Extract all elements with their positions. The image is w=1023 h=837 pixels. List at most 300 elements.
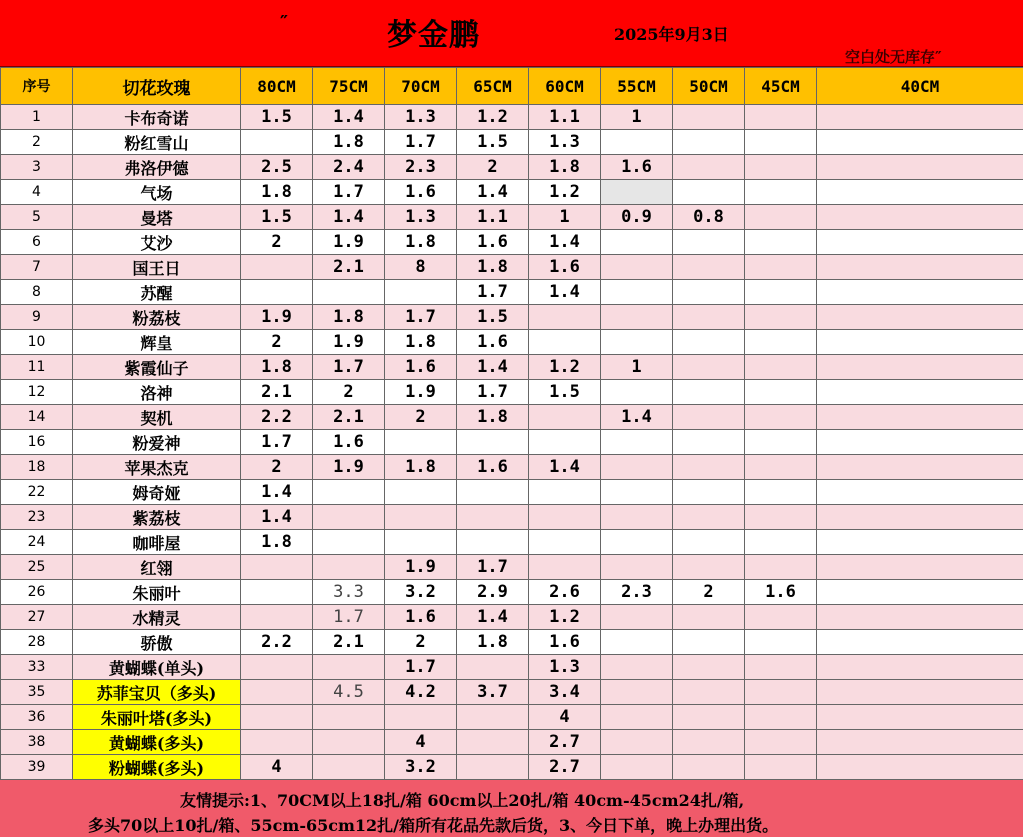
price-cell[interactable]: 1.6 [601, 155, 673, 180]
row-variety-name[interactable]: 苹果杰克 [73, 455, 241, 480]
price-cell[interactable] [673, 655, 745, 680]
price-cell[interactable]: 0.9 [601, 205, 673, 230]
price-cell[interactable] [601, 230, 673, 255]
price-cell[interactable] [745, 255, 817, 280]
row-seq[interactable]: 5 [1, 205, 73, 230]
price-cell[interactable] [673, 605, 745, 630]
col-header-70cm[interactable]: 70CM [385, 68, 457, 105]
price-cell[interactable] [673, 505, 745, 530]
price-cell[interactable]: 1.8 [241, 355, 313, 380]
col-header-40cm[interactable]: 40CM [817, 68, 1023, 105]
row-seq[interactable]: 25 [1, 555, 73, 580]
price-cell[interactable]: 1.4 [241, 480, 313, 505]
price-cell[interactable] [817, 205, 1023, 230]
price-cell[interactable]: 1.7 [313, 180, 385, 205]
price-cell[interactable]: 1.8 [457, 255, 529, 280]
price-cell[interactable] [601, 505, 673, 530]
price-cell[interactable]: 1.8 [457, 630, 529, 655]
price-cell[interactable] [745, 755, 817, 780]
price-cell[interactable] [745, 205, 817, 230]
row-seq[interactable]: 16 [1, 430, 73, 455]
price-cell[interactable]: 1.7 [385, 305, 457, 330]
price-cell[interactable]: 1.7 [385, 655, 457, 680]
price-cell[interactable]: 1.4 [457, 355, 529, 380]
price-cell[interactable]: 1.4 [241, 505, 313, 530]
price-cell[interactable] [745, 105, 817, 130]
price-cell[interactable] [817, 630, 1023, 655]
price-cell[interactable]: 1.6 [529, 255, 601, 280]
price-cell[interactable] [817, 580, 1023, 605]
price-cell[interactable] [817, 180, 1023, 205]
price-cell[interactable] [817, 130, 1023, 155]
price-cell[interactable]: 1.8 [385, 230, 457, 255]
price-cell[interactable] [745, 680, 817, 705]
price-cell[interactable] [673, 730, 745, 755]
price-cell[interactable] [601, 630, 673, 655]
price-cell[interactable] [817, 155, 1023, 180]
price-cell[interactable] [673, 430, 745, 455]
row-seq[interactable]: 35 [1, 680, 73, 705]
price-cell[interactable]: 1.6 [745, 580, 817, 605]
price-cell[interactable] [673, 530, 745, 555]
price-cell[interactable]: 3.3 [313, 580, 385, 605]
price-cell[interactable]: 2.7 [529, 755, 601, 780]
price-cell[interactable] [673, 705, 745, 730]
price-cell[interactable] [673, 355, 745, 380]
price-cell[interactable]: 1.8 [241, 180, 313, 205]
price-cell[interactable] [745, 380, 817, 405]
price-cell[interactable] [313, 280, 385, 305]
col-header-60cm[interactable]: 60CM [529, 68, 601, 105]
price-cell[interactable] [745, 230, 817, 255]
price-cell[interactable] [745, 130, 817, 155]
price-cell[interactable] [673, 755, 745, 780]
price-cell[interactable]: 1.4 [313, 105, 385, 130]
price-cell[interactable] [817, 605, 1023, 630]
price-cell[interactable] [241, 130, 313, 155]
price-cell[interactable] [529, 530, 601, 555]
price-cell[interactable]: 1.6 [457, 230, 529, 255]
row-seq[interactable]: 11 [1, 355, 73, 380]
price-cell[interactable] [241, 730, 313, 755]
price-cell[interactable]: 3.2 [385, 755, 457, 780]
price-cell[interactable]: 4 [385, 730, 457, 755]
price-cell[interactable]: 2.9 [457, 580, 529, 605]
col-header-45cm[interactable]: 45CM [745, 68, 817, 105]
row-variety-name[interactable]: 紫荔枝 [73, 505, 241, 530]
price-cell[interactable]: 2.3 [385, 155, 457, 180]
price-cell[interactable] [817, 655, 1023, 680]
price-cell[interactable] [745, 730, 817, 755]
row-seq[interactable]: 38 [1, 730, 73, 755]
price-cell[interactable] [673, 255, 745, 280]
price-cell[interactable] [601, 180, 673, 205]
price-cell[interactable]: 1.8 [313, 305, 385, 330]
price-cell[interactable] [457, 430, 529, 455]
price-cell[interactable] [529, 430, 601, 455]
price-cell[interactable] [817, 680, 1023, 705]
row-seq[interactable]: 2 [1, 130, 73, 155]
price-cell[interactable] [529, 330, 601, 355]
price-cell[interactable] [385, 530, 457, 555]
price-cell[interactable] [241, 580, 313, 605]
col-header-65cm[interactable]: 65CM [457, 68, 529, 105]
price-cell[interactable]: 1.7 [241, 430, 313, 455]
price-cell[interactable] [601, 680, 673, 705]
price-cell[interactable]: 1.3 [529, 655, 601, 680]
price-cell[interactable] [745, 430, 817, 455]
price-cell[interactable] [817, 405, 1023, 430]
price-cell[interactable]: 1.7 [313, 605, 385, 630]
col-header-seq[interactable]: 序号 [1, 68, 73, 105]
price-cell[interactable] [817, 105, 1023, 130]
row-variety-name[interactable]: 水精灵 [73, 605, 241, 630]
price-cell[interactable] [817, 380, 1023, 405]
price-cell[interactable] [745, 155, 817, 180]
price-cell[interactable] [817, 255, 1023, 280]
price-cell[interactable] [241, 280, 313, 305]
row-seq[interactable]: 18 [1, 455, 73, 480]
price-cell[interactable] [673, 405, 745, 430]
row-variety-name[interactable]: 国王日 [73, 255, 241, 280]
price-cell[interactable] [241, 255, 313, 280]
price-cell[interactable] [817, 530, 1023, 555]
price-cell[interactable] [673, 280, 745, 305]
price-cell[interactable] [313, 705, 385, 730]
col-header-75cm[interactable]: 75CM [313, 68, 385, 105]
price-cell[interactable] [385, 430, 457, 455]
price-cell[interactable]: 1.4 [313, 205, 385, 230]
row-variety-name[interactable]: 黄蝴蝶(多头) [73, 730, 241, 755]
price-cell[interactable] [745, 405, 817, 430]
col-header-name[interactable]: 切花玫瑰 [73, 68, 241, 105]
row-variety-name[interactable]: 紫霞仙子 [73, 355, 241, 380]
row-variety-name[interactable]: 骄傲 [73, 630, 241, 655]
price-cell[interactable] [241, 655, 313, 680]
row-seq[interactable]: 12 [1, 380, 73, 405]
row-seq[interactable]: 10 [1, 330, 73, 355]
price-cell[interactable]: 2.6 [529, 580, 601, 605]
row-seq[interactable]: 7 [1, 255, 73, 280]
price-cell[interactable] [601, 730, 673, 755]
price-cell[interactable] [601, 655, 673, 680]
price-cell[interactable]: 1.9 [385, 555, 457, 580]
price-cell[interactable]: 1.4 [529, 280, 601, 305]
row-variety-name[interactable]: 红翎 [73, 555, 241, 580]
price-cell[interactable] [673, 680, 745, 705]
price-cell[interactable] [745, 705, 817, 730]
price-cell[interactable]: 8 [385, 255, 457, 280]
price-cell[interactable]: 1.6 [457, 330, 529, 355]
row-variety-name[interactable]: 洛神 [73, 380, 241, 405]
price-cell[interactable] [817, 305, 1023, 330]
price-cell[interactable]: 1.5 [457, 130, 529, 155]
price-cell[interactable] [745, 505, 817, 530]
price-cell[interactable]: 1.5 [241, 105, 313, 130]
price-cell[interactable] [673, 555, 745, 580]
price-cell[interactable]: 3.4 [529, 680, 601, 705]
price-cell[interactable]: 1.4 [457, 605, 529, 630]
row-seq[interactable]: 33 [1, 655, 73, 680]
price-cell[interactable]: 4 [241, 755, 313, 780]
row-variety-name[interactable]: 黄蝴蝶(单头) [73, 655, 241, 680]
price-cell[interactable] [601, 755, 673, 780]
price-cell[interactable]: 1.2 [529, 180, 601, 205]
price-cell[interactable] [817, 355, 1023, 380]
price-cell[interactable] [313, 480, 385, 505]
row-seq[interactable]: 8 [1, 280, 73, 305]
price-cell[interactable] [313, 530, 385, 555]
price-cell[interactable] [745, 355, 817, 380]
row-variety-name[interactable]: 朱丽叶 [73, 580, 241, 605]
row-seq[interactable]: 39 [1, 755, 73, 780]
price-cell[interactable] [817, 705, 1023, 730]
price-cell[interactable] [745, 455, 817, 480]
price-cell[interactable]: 4 [529, 705, 601, 730]
price-cell[interactable]: 2.1 [241, 380, 313, 405]
row-seq[interactable]: 28 [1, 630, 73, 655]
price-cell[interactable] [601, 480, 673, 505]
price-cell[interactable] [745, 305, 817, 330]
price-cell[interactable]: 1.4 [457, 180, 529, 205]
price-cell[interactable] [673, 630, 745, 655]
price-cell[interactable]: 4.5 [313, 680, 385, 705]
row-variety-name[interactable]: 苏菲宝贝（多头) [73, 680, 241, 705]
price-cell[interactable] [745, 605, 817, 630]
price-cell[interactable] [817, 230, 1023, 255]
row-seq[interactable]: 6 [1, 230, 73, 255]
price-cell[interactable]: 1.2 [457, 105, 529, 130]
price-cell[interactable]: 1 [601, 355, 673, 380]
price-cell[interactable] [241, 605, 313, 630]
price-cell[interactable]: 1.8 [385, 455, 457, 480]
col-header-80cm[interactable]: 80CM [241, 68, 313, 105]
price-cell[interactable]: 1.5 [241, 205, 313, 230]
price-cell[interactable] [673, 105, 745, 130]
price-cell[interactable] [673, 130, 745, 155]
price-cell[interactable] [817, 455, 1023, 480]
price-cell[interactable] [745, 630, 817, 655]
price-cell[interactable]: 2.5 [241, 155, 313, 180]
price-cell[interactable] [673, 305, 745, 330]
row-seq[interactable]: 4 [1, 180, 73, 205]
price-cell[interactable]: 1.3 [529, 130, 601, 155]
price-cell[interactable] [601, 555, 673, 580]
price-cell[interactable]: 1 [601, 105, 673, 130]
col-header-50cm[interactable]: 50CM [673, 68, 745, 105]
price-cell[interactable]: 1.6 [385, 605, 457, 630]
row-seq[interactable]: 9 [1, 305, 73, 330]
row-variety-name[interactable]: 苏醒 [73, 280, 241, 305]
price-cell[interactable] [745, 480, 817, 505]
price-cell[interactable] [673, 155, 745, 180]
price-cell[interactable] [817, 330, 1023, 355]
price-cell[interactable]: 2 [385, 630, 457, 655]
price-cell[interactable] [817, 480, 1023, 505]
row-variety-name[interactable]: 粉荔枝 [73, 305, 241, 330]
price-cell[interactable]: 1.8 [313, 130, 385, 155]
price-cell[interactable]: 1.6 [457, 455, 529, 480]
price-cell[interactable]: 1.6 [529, 630, 601, 655]
price-cell[interactable] [313, 555, 385, 580]
price-cell[interactable]: 1.8 [529, 155, 601, 180]
price-cell[interactable] [457, 705, 529, 730]
row-seq[interactable]: 14 [1, 405, 73, 430]
price-cell[interactable]: 2 [385, 405, 457, 430]
price-cell[interactable] [241, 705, 313, 730]
price-cell[interactable]: 1.4 [529, 230, 601, 255]
price-cell[interactable] [529, 555, 601, 580]
price-cell[interactable]: 2 [673, 580, 745, 605]
price-cell[interactable]: 2.1 [313, 630, 385, 655]
price-cell[interactable] [601, 280, 673, 305]
price-cell[interactable]: 1.6 [313, 430, 385, 455]
col-header-55cm[interactable]: 55CM [601, 68, 673, 105]
price-cell[interactable] [601, 380, 673, 405]
price-cell[interactable] [529, 480, 601, 505]
price-cell[interactable]: 4.2 [385, 680, 457, 705]
row-seq[interactable]: 22 [1, 480, 73, 505]
price-cell[interactable]: 1.5 [457, 305, 529, 330]
row-variety-name[interactable]: 弗洛伊德 [73, 155, 241, 180]
price-cell[interactable] [313, 505, 385, 530]
price-cell[interactable] [457, 730, 529, 755]
price-cell[interactable]: 1.9 [385, 380, 457, 405]
price-cell[interactable] [457, 505, 529, 530]
price-cell[interactable] [457, 530, 529, 555]
price-cell[interactable] [745, 655, 817, 680]
price-cell[interactable]: 2.2 [241, 405, 313, 430]
price-cell[interactable]: 1.9 [241, 305, 313, 330]
price-cell[interactable]: 2.4 [313, 155, 385, 180]
price-cell[interactable] [241, 555, 313, 580]
price-cell[interactable]: 1.9 [313, 230, 385, 255]
price-cell[interactable] [745, 555, 817, 580]
row-variety-name[interactable]: 艾沙 [73, 230, 241, 255]
price-cell[interactable]: 1.3 [385, 105, 457, 130]
price-cell[interactable] [817, 280, 1023, 305]
price-cell[interactable] [313, 755, 385, 780]
price-cell[interactable] [529, 405, 601, 430]
price-cell[interactable] [673, 480, 745, 505]
price-cell[interactable]: 2 [241, 455, 313, 480]
price-cell[interactable] [457, 480, 529, 505]
price-cell[interactable]: 1.5 [529, 380, 601, 405]
price-cell[interactable]: 1.2 [529, 355, 601, 380]
price-cell[interactable]: 2.3 [601, 580, 673, 605]
row-seq[interactable]: 3 [1, 155, 73, 180]
price-cell[interactable]: 1 [529, 205, 601, 230]
price-cell[interactable] [241, 680, 313, 705]
price-cell[interactable] [601, 255, 673, 280]
price-cell[interactable] [817, 755, 1023, 780]
price-cell[interactable]: 1.3 [385, 205, 457, 230]
row-variety-name[interactable]: 曼塔 [73, 205, 241, 230]
price-cell[interactable] [817, 505, 1023, 530]
price-cell[interactable]: 1.1 [457, 205, 529, 230]
row-variety-name[interactable]: 契机 [73, 405, 241, 430]
price-cell[interactable]: 2 [241, 230, 313, 255]
row-seq[interactable]: 24 [1, 530, 73, 555]
price-cell[interactable] [673, 330, 745, 355]
price-cell[interactable] [673, 230, 745, 255]
row-seq[interactable]: 1 [1, 105, 73, 130]
price-cell[interactable]: 1.8 [385, 330, 457, 355]
row-variety-name[interactable]: 粉红雪山 [73, 130, 241, 155]
price-cell[interactable]: 1.1 [529, 105, 601, 130]
price-cell[interactable]: 1.7 [457, 380, 529, 405]
price-cell[interactable] [817, 430, 1023, 455]
price-cell[interactable]: 2.7 [529, 730, 601, 755]
price-cell[interactable]: 2 [313, 380, 385, 405]
price-cell[interactable] [385, 705, 457, 730]
price-cell[interactable] [673, 380, 745, 405]
price-cell[interactable]: 2 [457, 155, 529, 180]
price-cell[interactable]: 1.7 [385, 130, 457, 155]
price-cell[interactable] [385, 280, 457, 305]
price-cell[interactable] [745, 280, 817, 305]
price-cell[interactable] [745, 530, 817, 555]
row-seq[interactable]: 36 [1, 705, 73, 730]
price-cell[interactable] [601, 705, 673, 730]
price-cell[interactable] [601, 430, 673, 455]
price-cell[interactable]: 1.2 [529, 605, 601, 630]
price-cell[interactable] [601, 305, 673, 330]
price-cell[interactable]: 1.8 [457, 405, 529, 430]
row-variety-name[interactable]: 辉皇 [73, 330, 241, 355]
row-variety-name[interactable]: 粉蝴蝶(多头) [73, 755, 241, 780]
price-cell[interactable] [313, 655, 385, 680]
row-seq[interactable]: 26 [1, 580, 73, 605]
row-variety-name[interactable]: 卡布奇诺 [73, 105, 241, 130]
row-variety-name[interactable]: 朱丽叶塔(多头) [73, 705, 241, 730]
price-cell[interactable]: 1.6 [385, 180, 457, 205]
price-cell[interactable] [673, 455, 745, 480]
price-cell[interactable] [529, 505, 601, 530]
price-cell[interactable] [745, 180, 817, 205]
price-cell[interactable] [529, 305, 601, 330]
row-seq[interactable]: 27 [1, 605, 73, 630]
price-cell[interactable] [601, 455, 673, 480]
price-cell[interactable] [817, 555, 1023, 580]
price-cell[interactable]: 2.1 [313, 255, 385, 280]
price-cell[interactable]: 1.4 [529, 455, 601, 480]
row-variety-name[interactable]: 粉爱神 [73, 430, 241, 455]
price-cell[interactable] [817, 730, 1023, 755]
price-cell[interactable] [601, 330, 673, 355]
price-cell[interactable]: 1.9 [313, 455, 385, 480]
price-cell[interactable]: 3.2 [385, 580, 457, 605]
price-cell[interactable] [313, 730, 385, 755]
row-variety-name[interactable]: 姆奇娅 [73, 480, 241, 505]
price-cell[interactable] [745, 330, 817, 355]
price-cell[interactable] [385, 480, 457, 505]
price-cell[interactable] [673, 180, 745, 205]
price-cell[interactable]: 1.7 [313, 355, 385, 380]
row-seq[interactable]: 23 [1, 505, 73, 530]
price-cell[interactable]: 2.2 [241, 630, 313, 655]
price-cell[interactable] [601, 605, 673, 630]
price-cell[interactable]: 1.7 [457, 555, 529, 580]
price-cell[interactable] [601, 130, 673, 155]
price-cell[interactable]: 1.7 [457, 280, 529, 305]
price-cell[interactable] [601, 530, 673, 555]
price-cell[interactable]: 3.7 [457, 680, 529, 705]
price-cell[interactable] [457, 655, 529, 680]
price-cell[interactable] [457, 755, 529, 780]
price-cell[interactable]: 0.8 [673, 205, 745, 230]
row-variety-name[interactable]: 咖啡屋 [73, 530, 241, 555]
